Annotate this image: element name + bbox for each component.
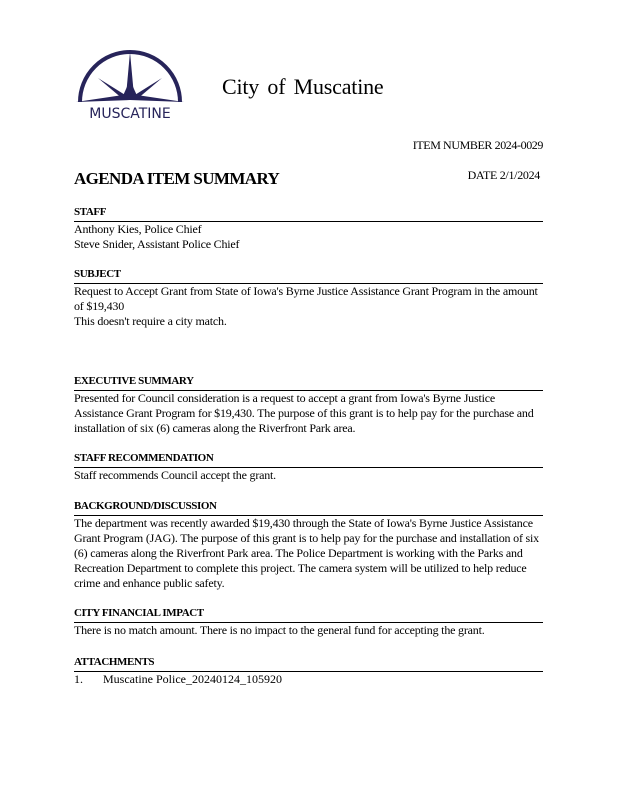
recommendation-section (74, 452, 543, 483)
section-heading: BACKGROUND/DISCUSSION (74, 500, 543, 516)
staff-line: Steve Snider, Assistant Police Chief (74, 237, 240, 251)
background-text: The department was recently awarded $19,430 through the State of Iowa's Byrne Justice Assistance Grant Program (JAG). The purpose of this grant is to help pay for the purchase and installation of six (6) cameras along the Riverfront Park area. The Police Department is working with the Parks and Recreation Department to complete this project. The camera system will be utilized to help reduce crime and enhance public safety. (74, 516, 539, 590)
section-heading: EXECUTIVE SUMMARY (74, 375, 543, 391)
section-heading: ATTACHMENTS (74, 656, 543, 672)
document-title: AGENDA ITEM SUMMARY (74, 169, 280, 188)
subject-text: This doesn't require a city match. (74, 314, 227, 328)
executive-summary-text: Presented for Council consideration is a request to accept a grant from Iowa's Byrne Justice Assistance Grant Program for $19,430. The purpose of this grant is to help pay for the purchase and installation of six (6) cameras along the Riverfront Park area. (74, 391, 534, 435)
muscatine-logo (74, 50, 186, 122)
section-heading: SUBJECT (74, 268, 543, 284)
subject-section (74, 268, 543, 329)
city-name: City of Muscatine (222, 74, 384, 99)
staff-section (74, 206, 543, 252)
attachment-item[interactable] (74, 672, 543, 687)
item-number: ITEM NUMBER 2024-0029 (412, 138, 543, 152)
financial-impact-section (74, 607, 543, 638)
subject-text: Request to Accept Grant from State of Iowa's Byrne Justice Assistance Grant Program in the amount of $19,430 (74, 284, 538, 313)
attachments-section (74, 656, 543, 687)
staff-line: Anthony Kies, Police Chief (74, 222, 202, 236)
recommendation-text: Staff recommends Council accept the grant. (74, 468, 276, 482)
financial-impact-text: There is no match amount. There is no impact to the general fund for accepting the grant. (74, 623, 485, 637)
section-heading: CITY FINANCIAL IMPACT (74, 607, 543, 623)
attachment-name[interactable]: Muscatine Police_20240124_105920 (103, 672, 282, 686)
item-date: DATE 2/1/2024 (467, 168, 540, 182)
section-heading: STAFF RECOMMENDATION (74, 452, 543, 468)
svg-text:MUSCATINE: MUSCATINE (89, 106, 171, 122)
section-heading: STAFF (74, 206, 543, 222)
attachment-number: 1. (74, 672, 83, 686)
executive-summary-section (74, 375, 543, 436)
background-section (74, 500, 543, 591)
